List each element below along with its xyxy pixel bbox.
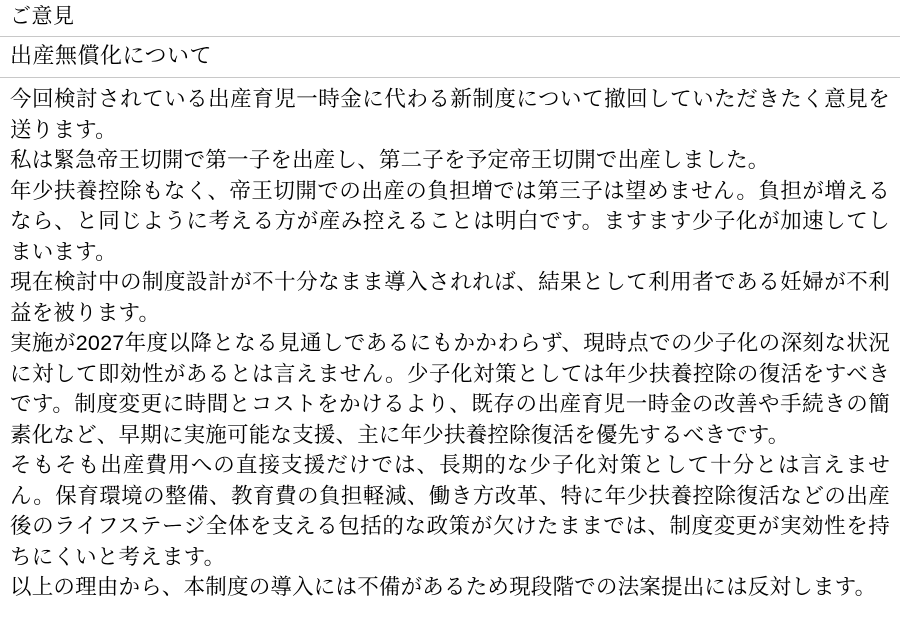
paragraph: 今回検討されている出産育児一時金に代わる新制度について撤回していただきたく意見を送ります。 bbox=[10, 87, 890, 142]
paragraph: 年少扶養控除もなく、帝王切開での出産の負担増では第三子は望めません。負担が増えるなら、と同じように考える方が産み控えることは明白です。ますます少子化が加速してしまいます。 bbox=[10, 178, 890, 264]
paragraph: 実施が2027年度以降となる見通しであるにもかかわらず、現時点での少子化の深刻な状況に対して即効性があるとは言えません。少子化対策としては年少扶養控除の復活をすべきです。制度変更に時間とコストをかけるより、既存の出産育児一時金の改善や手続きの簡素化など、早期に実施可能な支援、主に年少扶養控除復活を優先するべきです。 bbox=[10, 331, 890, 447]
paragraph: そもそも出産費用への直接支援だけでは、長期的な少子化対策として十分とは言えません。保育環境の整備、教育費の負担軽減、働き方改革、特に年少扶養控除復活などの出産後のライフステージ全体を支える包括的な政策が欠けたままでは、制度変更が実効性を持ちにくいと考えます。 bbox=[10, 453, 890, 569]
opinion-body bbox=[0, 78, 900, 629]
paragraph: 現在検討中の制度設計が不十分なまま導入されれば、結果として利用者である妊婦が不利益を被ります。 bbox=[10, 270, 890, 325]
paragraph: 以上の理由から、本制度の導入には不備があるため現段階での法案提出には反対します。 bbox=[10, 575, 877, 599]
section-label: ご意見 bbox=[0, 0, 900, 37]
paragraph: 私は緊急帝王切開で第一子を出産し、第二子を予定帝王切開で出産しました。 bbox=[10, 148, 770, 172]
subject-title: 出産無償化について bbox=[0, 37, 900, 78]
